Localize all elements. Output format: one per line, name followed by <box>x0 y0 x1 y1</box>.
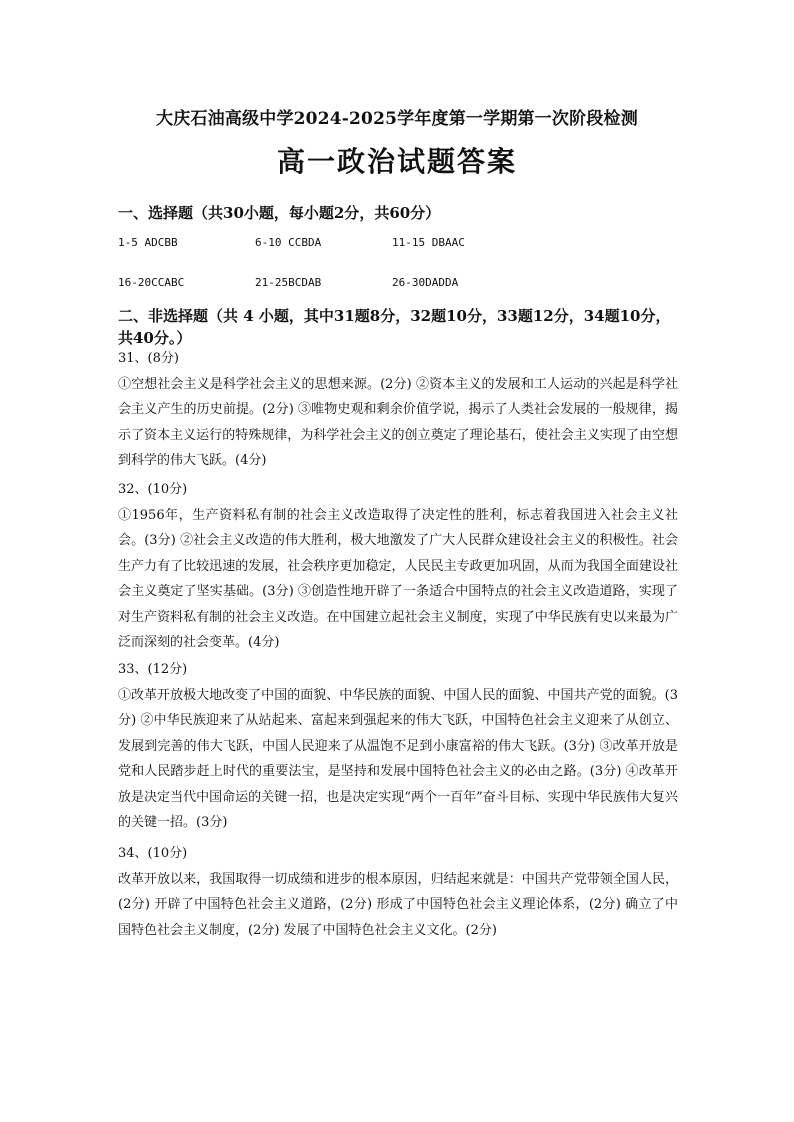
question-31 <box>118 346 678 474</box>
question-head: 33、(12分) <box>118 662 188 677</box>
question-33 <box>118 657 678 836</box>
answer-group: 16-20CCABC <box>118 276 185 289</box>
question-answer-text: ①1956年，生产资料私有制的社会主义改造取得了决定性的胜利，标志着我国进入社会主义社会。(3分) ②社会主义改造的伟大胜利，极大地激发了广大人民群众建设社会主义的积极性。社会生产力有了比较迅速的发展，社会秩序更加稳定，人民民主专政更加巩固，从而为我国全面建设社会主义奠定了坚实基础。(3分) ③创造性地开辟了一条适合中国特点的社会主义改造道路，实现了对生产资料私有制的社会主义改造。在中国建立起社会主义制度，实现了中华民族有史以来最为广泛而深刻的社会变革。(4分) <box>118 507 678 650</box>
question-answer-text: ①空想社会主义是科学社会主义的思想来源。(2分) ②资本主义的发展和工人运动的兴起是科学社会主义产生的历史前提。(2分) ③唯物史观和剩余价值学说，揭示了人类社会发展的一般规律，揭示了资本主义运行的特殊规律，为科学社会主义的创立奠定了理论基石，使社会主义实现了由空想到科学的伟大飞跃。(4分) <box>118 376 678 468</box>
question-answer-text: 改革开放以来，我国取得一切成绩和进步的根本原因，归结起来就是：中国共产党带领全国人民，(2分) 开辟了中国特色社会主义道路，(2分) 形成了中国特色社会主义理论体系，(2分) 确立了中国特色社会主义制度，(2分) 发展了中国特色社会主义文化。(2分) <box>118 871 678 938</box>
exam-subtitle: 大庆石油高级中学2024-2025学年度第一学期第一次阶段检测 <box>156 109 638 129</box>
page-title: 高一政治试题答案 <box>276 145 517 178</box>
question-answer-text: ①改革开放极大地改变了中国的面貌、中华民族的面貌、中国人民的面貌、中国共产党的面貌。(3分) ②中华民族迎来了从站起来、富起来到强起来的伟大飞跃，中国特色社会主义迎来了从创立、发展到完善的伟大飞跃，中国人民迎来了从温饱不足到小康富裕的伟大飞跃。(3分) ③改革开放是党和人民踏步赶上时代的重要法宝，是坚持和发展中国特色社会主义的必由之路。(3分) ④改革开放是决定当代中国命运的关键一招，也是决定实现“两个一百年”奋斗目标、实现中华民族伟大复兴的关键一招。(3分) <box>118 687 678 830</box>
question-head: 31、(8分) <box>118 351 179 366</box>
answer-group: 26-30DADDA <box>392 276 459 289</box>
answer-group: 11-15 DBAAC <box>392 236 465 249</box>
question-34 <box>118 841 678 943</box>
question-head: 32、(10分) <box>118 482 188 497</box>
answer-group: 6-10 CCBDA <box>255 236 322 249</box>
question-head: 34、(10分) <box>118 846 188 861</box>
section1-heading: 一、选择题（共30小题，每小题2分，共60分） <box>118 204 441 222</box>
section2-heading: 二、非选择题（共 4 小题，其中31题8分，32题10分，33题12分，34题10分，共40分。） <box>118 307 671 347</box>
answer-group: 1-5 ADCBB <box>118 236 178 249</box>
question-32 <box>118 477 678 656</box>
answer-group: 21-25BCDAB <box>255 276 322 289</box>
